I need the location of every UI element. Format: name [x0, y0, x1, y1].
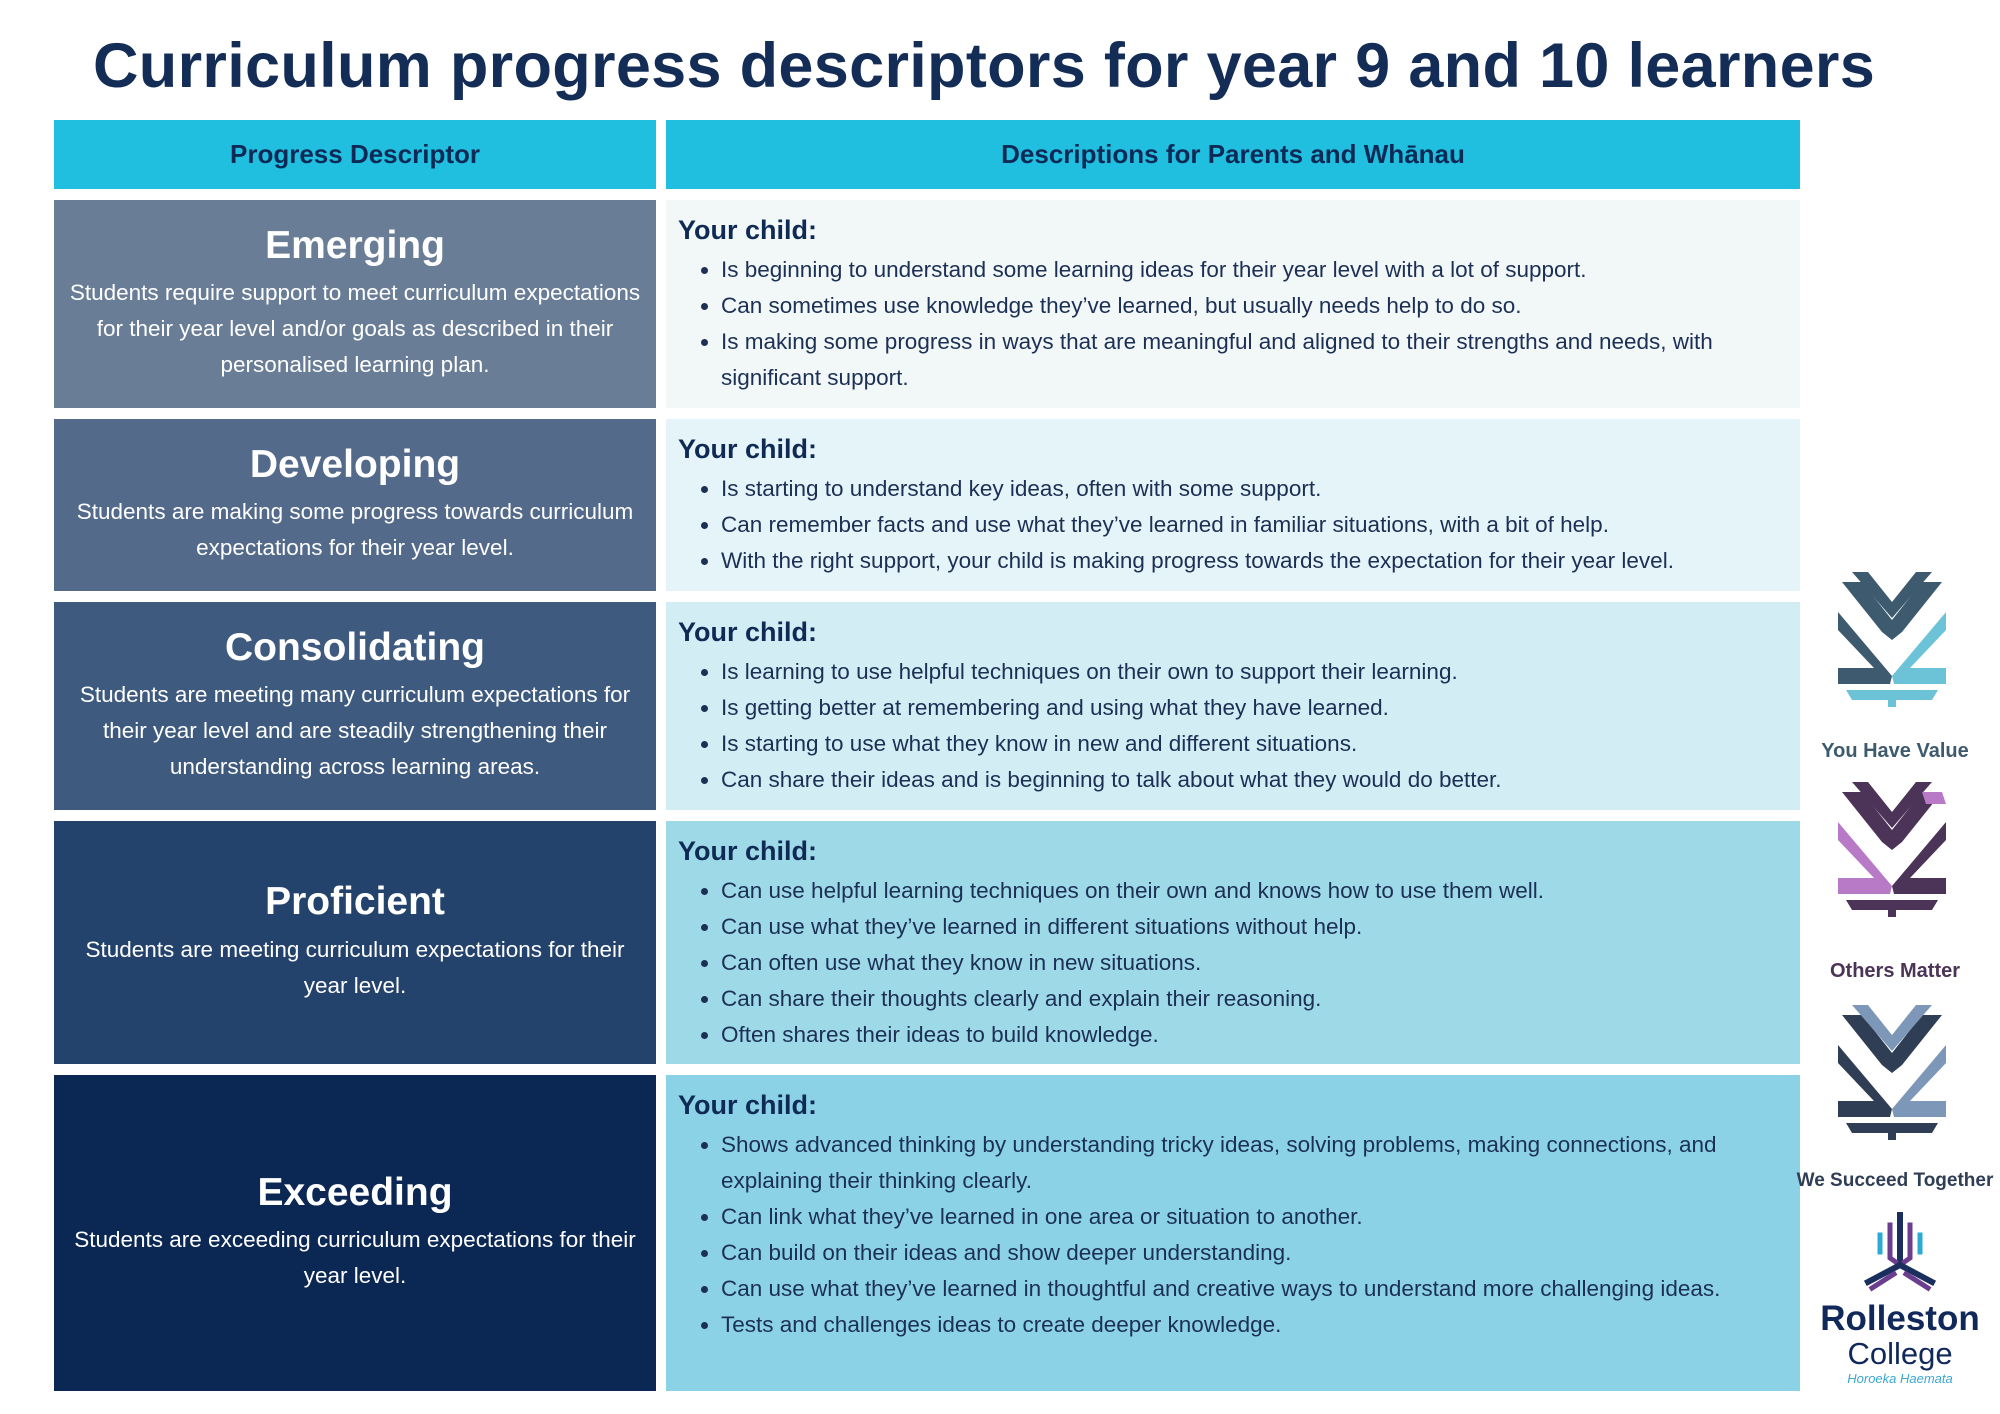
we-succeed-together-emblem-icon — [1830, 1005, 1955, 1140]
level-cell-exceeding — [54, 1075, 656, 1391]
college-name: Rolleston — [1820, 1299, 1980, 1338]
description-item: • Is making some progress in ways that are meaningful and aligned to their strengths and needs, with significant support. — [721, 324, 1784, 396]
level-description: Students are making some progress towards curriculum expectations for their year level. — [76, 499, 634, 561]
description-item: • Can use helpful learning techniques on their own and knows how to use them well. — [721, 873, 1784, 909]
description-item: • Is starting to understand key ideas, often with some support. — [721, 471, 1784, 507]
value-label: You Have Value — [1821, 740, 1969, 762]
description-item: • With the right support, your child is making progress towards the expectation for their year level. — [721, 543, 1784, 579]
description-item: • Can often use what they know in new situations. — [721, 945, 1784, 981]
description-item: • Can build on their ideas and show deeper understanding. — [721, 1235, 1784, 1271]
description-item: • Is beginning to understand some learning ideas for their year level with a lot of support. — [721, 252, 1784, 288]
level-description: Students are exceeding curriculum expectations for their year level. — [74, 1227, 636, 1289]
description-item: • Can link what they’ve learned in one area or situation to another. — [721, 1199, 1784, 1235]
description-cell-exceeding — [666, 1075, 1800, 1391]
description-list — [678, 471, 1784, 579]
level-cell-emerging — [54, 200, 656, 408]
description-item: • Can use what they’ve learned in thoughtful and creative ways to understand more challenging ideas. — [721, 1271, 1784, 1307]
college-name-secondary: College — [1847, 1336, 1953, 1371]
level-name: Proficient — [265, 880, 445, 924]
column-header-progress-descriptor: Progress Descriptor — [54, 120, 656, 189]
description-item: • Is learning to use helpful techniques on their own to support their learning. — [721, 654, 1784, 690]
description-item: • Can use what they’ve learned in different situations without help. — [721, 909, 1784, 945]
college-logo — [1800, 1210, 2000, 1388]
your-child-heading: Your child: — [678, 836, 817, 866]
your-child-heading: Your child: — [678, 617, 817, 647]
description-item: • Is starting to use what they know in new and different situations. — [721, 726, 1784, 762]
description-cell-proficient — [666, 821, 1800, 1064]
description-item: • Can sometimes use knowledge they’ve learned, but usually needs help to do so. — [721, 288, 1784, 324]
you-have-value-emblem-icon — [1830, 572, 1955, 707]
level-description: Students are meeting curriculum expectations for their year level. — [85, 936, 625, 998]
description-cell-developing — [666, 419, 1800, 591]
level-description: Students require support to meet curriculum expectations for their year level and/or goals as described in their personalised learning plan. — [69, 280, 641, 378]
others-matter-emblem-icon — [1830, 782, 1955, 917]
level-name: Exceeding — [257, 1170, 453, 1214]
description-item: • Can share their thoughts clearly and explain their reasoning. — [721, 981, 1784, 1017]
your-child-heading: Your child: — [678, 434, 817, 464]
description-item: • Is getting better at remembering and using what they have learned. — [721, 690, 1784, 726]
value-label: We Succeed Together — [1796, 1170, 1994, 1191]
value-label: Others Matter — [1829, 960, 1961, 982]
your-child-heading: Your child: — [678, 1090, 817, 1120]
rolleston-college-emblem-icon — [1850, 1210, 1950, 1295]
description-item: • Can remember facts and use what they’ve learned in familiar situations, with a bit of help. — [721, 507, 1784, 543]
description-item: • Shows advanced thinking by understanding tricky ideas, solving problems, making connections, and explaining their thinking clearly. — [721, 1127, 1784, 1199]
description-cell-consolidating — [666, 602, 1800, 810]
description-list — [678, 1127, 1784, 1343]
description-list — [678, 654, 1784, 798]
level-cell-developing — [54, 419, 656, 591]
level-name: Developing — [249, 442, 461, 486]
level-cell-proficient — [54, 821, 656, 1064]
description-list — [678, 252, 1784, 396]
level-description: Students are meeting many curriculum expectations for their year level and are steadily strengthening their understanding across learning areas. — [79, 682, 631, 780]
column-header-descriptions: Descriptions for Parents and Whānau — [666, 120, 1800, 189]
description-item: • Can share their ideas and is beginning to talk about what they would do better. — [721, 762, 1784, 798]
description-item: • Tests and challenges ideas to create deeper knowledge. — [721, 1307, 1784, 1343]
description-cell-emerging — [666, 200, 1800, 408]
college-motto: Horoeka Haemata — [1847, 1371, 1953, 1386]
your-child-heading: Your child: — [678, 215, 817, 245]
page-title: Curriculum progress descriptors for year 9 and 10 learners — [93, 31, 1876, 101]
description-item: • Often shares their ideas to build knowledge. — [721, 1017, 1784, 1053]
level-cell-consolidating — [54, 602, 656, 810]
description-list — [678, 873, 1784, 1053]
level-name: Emerging — [265, 223, 445, 267]
level-name: Consolidating — [225, 625, 485, 669]
